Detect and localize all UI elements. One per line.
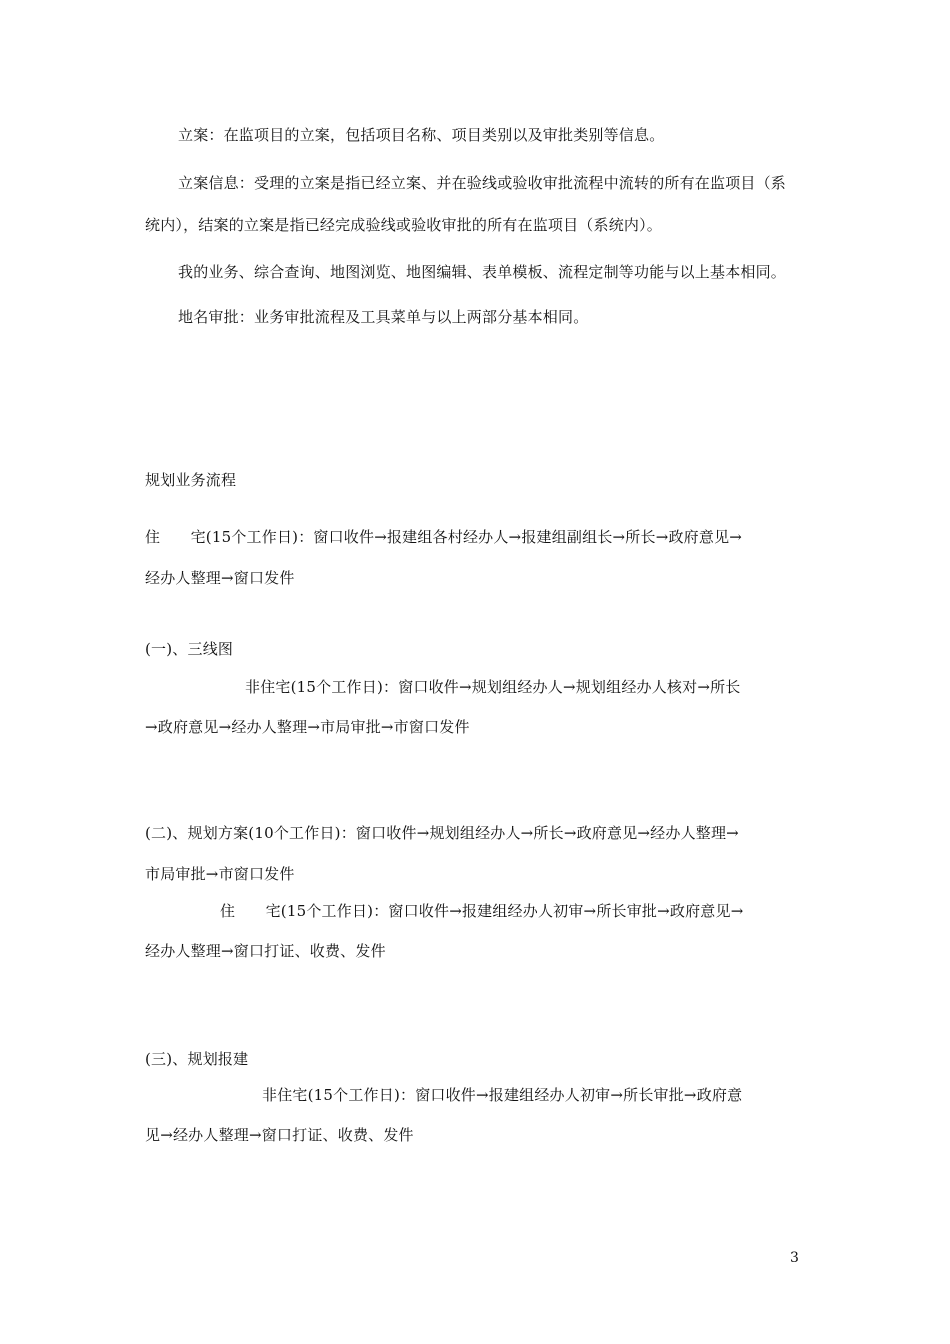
residential-flow-2-line-2: 经办人整理→窗口打证、收费、发件 [145, 942, 386, 960]
paragraph-functions: 我的业务、综合查询、地图浏览、地图编辑、表单模板、流程定制等功能与以上基本相同。 [178, 263, 787, 281]
nonresidential-flow-3-line-1: 非住宅(15个工作日)：窗口收件→报建组经办人初审→所长审批→政府意 [262, 1086, 743, 1104]
residential-flow-1-line-1: 住 宅(15个工作日)：窗口收件→报建组各村经办人→报建组副组长→所长→政府意见→ [145, 528, 743, 546]
part-one-title: (一)、三线图 [145, 640, 234, 658]
paragraph-lian-info-line-1: 立案信息：受理的立案是指已经立案、并在验线或验收审批流程中流转的所有在监项目（系 [178, 174, 787, 192]
nonresidential-flow-1-line-2: →政府意见→经办人整理→市局审批→市窗口发件 [145, 718, 470, 736]
residential-flow-1-line-2: 经办人整理→窗口发件 [145, 569, 295, 587]
part-three-title: (三)、规划报建 [145, 1050, 249, 1068]
page-number: 3 [790, 1250, 799, 1266]
section-heading: 规划业务流程 [145, 471, 237, 489]
part-two-line-1: (二)、规划方案(10个工作日)：窗口收件→规划组经办人→所长→政府意见→经办人整理→ [145, 824, 739, 842]
paragraph-place-name-approval: 地名审批：业务审批流程及工具菜单与以上两部分基本相同。 [178, 308, 589, 326]
paragraph-lian: 立案：在监项目的立案，包括项目名称、项目类别以及审批类别等信息。 [178, 126, 665, 144]
nonresidential-flow-1-line-1: 非住宅(15个工作日)：窗口收件→规划组经办人→规划组经办人核对→所长 [245, 678, 741, 696]
part-two-line-2: 市局审批→市窗口发件 [145, 865, 295, 883]
paragraph-lian-info-line-2: 统内），结案的立案是指已经完成验线或验收审批的所有在监项目（系统内）。 [145, 216, 663, 234]
nonresidential-flow-3-line-2: 见→经办人整理→窗口打证、收费、发件 [145, 1126, 414, 1144]
residential-flow-2-line-1: 住 宅(15个工作日)：窗口收件→报建组经办人初审→所长审批→政府意见→ [220, 902, 744, 920]
